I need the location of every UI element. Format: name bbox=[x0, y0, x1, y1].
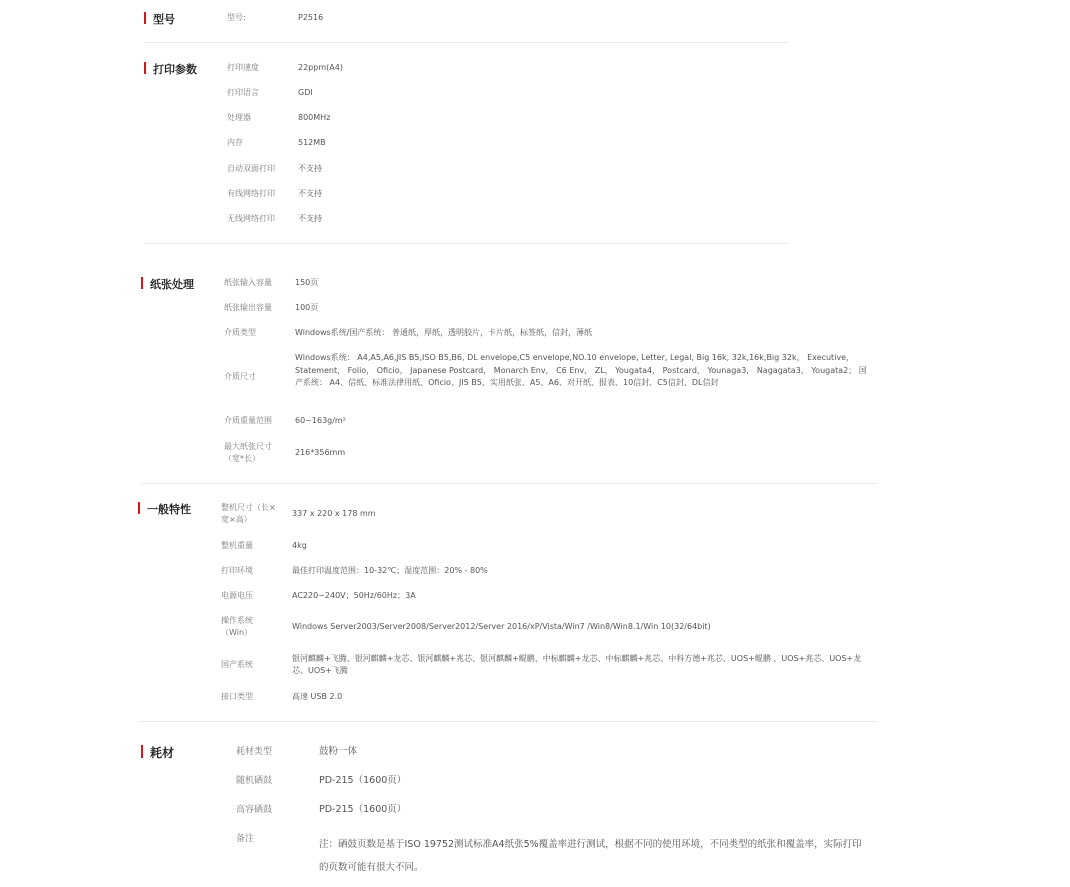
spec-label: 介质类型 bbox=[224, 328, 256, 337]
spec-value: 注：硒鼓页数是基于ISO 19752测试标准A4纸张5%覆盖率进行测试，根据不同的使用环境，不同类型的纸张和覆盖率，实际打印的页数可能有很大不同。 bbox=[319, 839, 862, 873]
spec-value: 鼓粉一体 bbox=[319, 746, 358, 757]
section-marker bbox=[144, 62, 146, 74]
spec-label: 介质尺寸 bbox=[224, 372, 256, 381]
spec-label: 接口类型 bbox=[221, 692, 253, 701]
spec-label: 整机尺寸（长×宽×高） bbox=[221, 503, 276, 524]
spec-value: Windows Server2003/Server2008/Server2012/Server 2016/xP/Vista/Win7 /Win8/Win8.1/Win 10(32/64bit) bbox=[292, 622, 711, 631]
spec-value: 337 x 220 x 178 mm bbox=[292, 509, 376, 518]
spec-value: 512MB bbox=[298, 138, 326, 147]
spec-label: 备注 bbox=[236, 834, 255, 844]
spec-value: Windows系统： A4,A5,A6,JIS B5,ISO B5,B6, DL envelope,C5 envelope,NO.10 envelope, Letter, Legal, Big 16k, 32k,16k,Big 32k， Executive， Statement， Folio， Oficio， Japanese Postcard， Monarch Env， C6 Env， ZL， Yougata4， Postcard， Younaga3， Nagagata3， Yougata2； 国产系统： A4、信纸、标准法律用纸、Oficio、JIS B5、实用纸张、A5、A6、对开纸、报表、10信封、C5信封、DL信封 bbox=[295, 353, 867, 387]
spec-value: AC220~240V；50Hz/60Hz；3A bbox=[292, 591, 416, 600]
section-divider bbox=[141, 483, 878, 484]
section-marker bbox=[144, 12, 146, 24]
section-title-consumables: 耗材 bbox=[150, 746, 175, 760]
spec-value: 216*356mm bbox=[295, 448, 346, 457]
spec-label: 打印环境 bbox=[221, 566, 253, 575]
spec-label: 介质重量范围 bbox=[224, 416, 272, 425]
spec-label: 电源电压 bbox=[221, 591, 253, 600]
spec-value: 150页 bbox=[295, 278, 319, 287]
spec-value: 最佳打印温度范围：10-32℃；湿度范围：20% - 80% bbox=[292, 566, 488, 575]
spec-label: 打印语言 bbox=[227, 88, 259, 97]
spec-label: 高容硒鼓 bbox=[236, 805, 273, 815]
section-title-model: 型号 bbox=[153, 13, 175, 26]
section-marker bbox=[138, 502, 140, 514]
spec-label: 无线网络打印 bbox=[227, 214, 275, 223]
spec-label: 纸张输入容量 bbox=[224, 278, 272, 287]
spec-label: 操作系统（Win） bbox=[221, 616, 253, 637]
spec-value: PD-215（1600页） bbox=[319, 804, 407, 815]
spec-value: 银河麒麟+飞腾、银河麒麟+龙芯、银河麒麟+兆芯、银河麒麟+鲲鹏、中标麒麟+龙芯、中标麒麟+兆芯、中科方德+兆芯、UOS+鲲鹏 、UOS+兆芯、UOS+龙芯、UOS+飞腾 bbox=[292, 654, 862, 675]
spec-label: 打印速度 bbox=[227, 63, 259, 72]
section-title-paper-handling: 纸张处理 bbox=[150, 278, 194, 291]
spec-label: 国产系统 bbox=[221, 660, 253, 669]
section-divider bbox=[138, 721, 878, 722]
spec-label: 处理器 bbox=[227, 113, 251, 122]
section-divider bbox=[144, 42, 789, 43]
section-marker bbox=[141, 745, 143, 758]
spec-label: 纸张输出容量 bbox=[224, 303, 272, 312]
spec-label: 最大纸张尺寸（宽*长） bbox=[224, 442, 272, 463]
section-title-print-params: 打印参数 bbox=[153, 63, 197, 76]
spec-value: 不支持 bbox=[298, 164, 322, 173]
section-divider bbox=[144, 243, 789, 244]
spec-value: GDI bbox=[298, 88, 313, 97]
spec-value: 高速 USB 2.0 bbox=[292, 692, 343, 701]
spec-value: P2516 bbox=[298, 13, 324, 22]
spec-label: 自动双面打印 bbox=[227, 164, 275, 173]
spec-value: 60~163g/m² bbox=[295, 416, 346, 425]
spec-value: 4kg bbox=[292, 541, 307, 550]
spec-value: 100页 bbox=[295, 303, 319, 312]
spec-value: PD-215（1600页） bbox=[319, 775, 407, 786]
spec-label: 随机硒鼓 bbox=[236, 776, 273, 786]
spec-label: 耗材类型 bbox=[236, 747, 273, 757]
spec-value: 不支持 bbox=[298, 214, 322, 223]
spec-value: 不支持 bbox=[298, 189, 322, 198]
spec-label: 有线网络打印 bbox=[227, 189, 275, 198]
spec-value: 800MHz bbox=[298, 113, 331, 122]
spec-value: 22ppm(A4) bbox=[298, 63, 343, 72]
spec-label: 内存 bbox=[227, 138, 243, 147]
spec-label: 型号: bbox=[227, 13, 246, 22]
spec-label: 整机重量 bbox=[221, 541, 253, 550]
spec-value: Windows系统/国产系统： 普通纸，厚纸，透明胶片，卡片纸，标签纸，信封，薄纸 bbox=[295, 328, 592, 337]
section-title-general: 一般特性 bbox=[147, 503, 191, 516]
section-marker bbox=[141, 277, 143, 289]
